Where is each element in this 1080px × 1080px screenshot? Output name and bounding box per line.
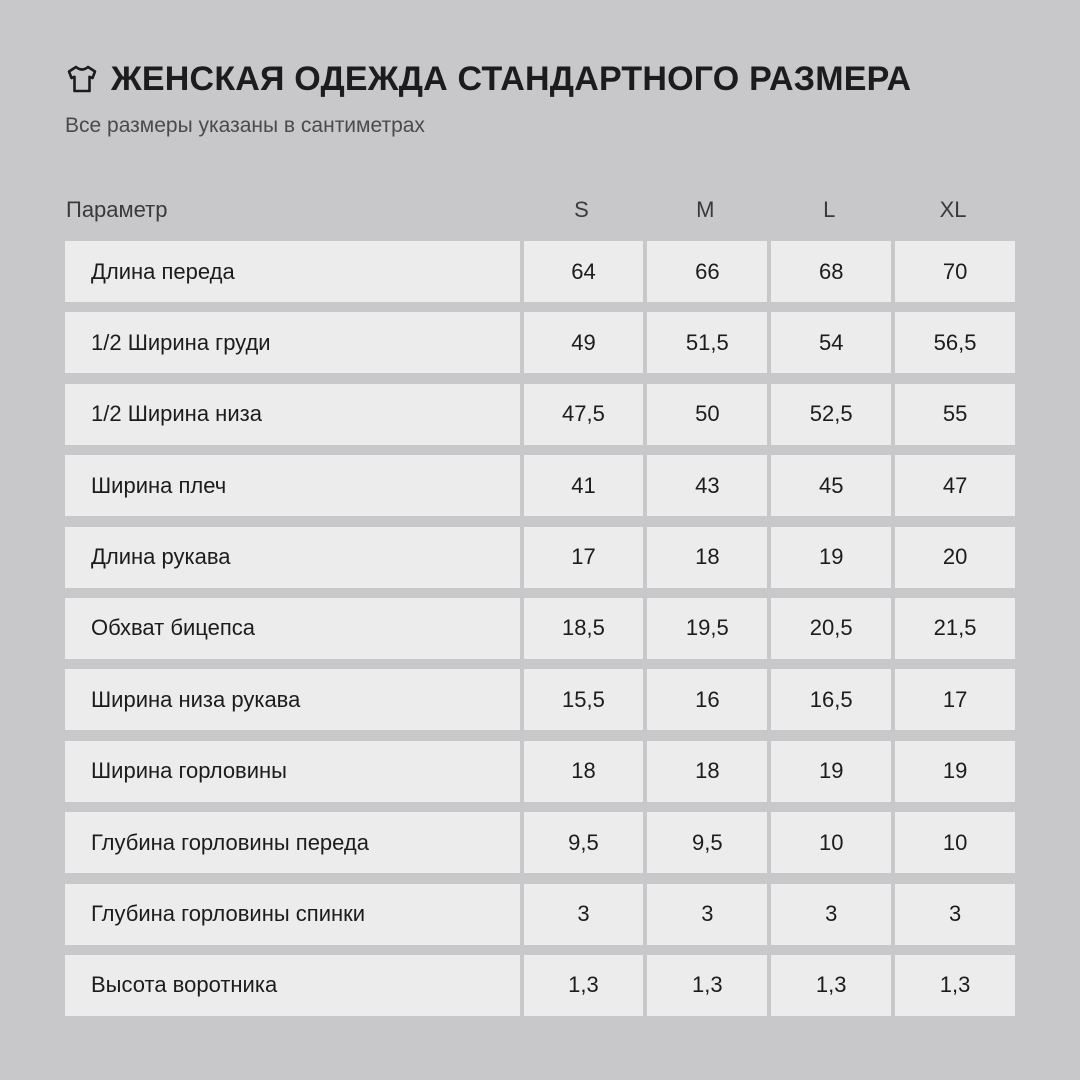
param-cell: Высота воротника <box>65 955 520 1016</box>
value-cell: 20 <box>895 527 1015 588</box>
size-column-header: L <box>823 197 836 222</box>
param-cell: Ширина горловины <box>65 741 520 802</box>
table-row <box>65 241 1015 302</box>
value-cell: 18 <box>647 741 767 802</box>
param-cell: 1/2 Ширина груди <box>65 312 520 373</box>
param-cell: Глубина горловины переда <box>65 812 520 873</box>
value-cell: 16 <box>647 669 767 730</box>
value-cell: 3 <box>771 884 891 945</box>
value-cell: 19 <box>771 741 891 802</box>
value-cell: 1,3 <box>771 955 891 1016</box>
value-cell: 47,5 <box>524 384 644 445</box>
size-column-header: XL <box>939 197 967 222</box>
value-cell: 10 <box>895 812 1015 873</box>
param-column-header: Параметр <box>66 197 168 222</box>
size-column-header: M <box>696 197 715 222</box>
table-row <box>65 598 1015 659</box>
param-cell: Обхват бицепса <box>65 598 520 659</box>
value-cell: 3 <box>524 884 644 945</box>
table-row <box>65 669 1015 730</box>
param-cell: Глубина горловины спинки <box>65 884 520 945</box>
value-cell: 51,5 <box>647 312 767 373</box>
param-cell: 1/2 Ширина низа <box>65 384 520 445</box>
value-cell: 64 <box>524 241 644 302</box>
param-cell: Ширина низа рукава <box>65 669 520 730</box>
value-cell: 55 <box>895 384 1015 445</box>
value-cell: 18,5 <box>524 598 644 659</box>
value-cell: 21,5 <box>895 598 1015 659</box>
size-table <box>65 188 1015 1026</box>
table-body <box>65 241 1015 1016</box>
page-subtitle: Все размеры указаны в сантиметрах <box>65 114 425 137</box>
value-cell: 20,5 <box>771 598 891 659</box>
table-row <box>65 384 1015 445</box>
param-cell: Ширина плеч <box>65 455 520 516</box>
value-cell: 1,3 <box>895 955 1015 1016</box>
value-cell: 3 <box>647 884 767 945</box>
value-cell: 45 <box>771 455 891 516</box>
value-cell: 9,5 <box>647 812 767 873</box>
table-row <box>65 884 1015 945</box>
value-cell: 19,5 <box>647 598 767 659</box>
table-row <box>65 741 1015 802</box>
value-cell: 17 <box>524 527 644 588</box>
header <box>65 54 1040 138</box>
value-cell: 17 <box>895 669 1015 730</box>
table-row <box>65 455 1015 516</box>
value-cell: 56,5 <box>895 312 1015 373</box>
value-cell: 43 <box>647 455 767 516</box>
table-row <box>65 812 1015 873</box>
value-cell: 15,5 <box>524 669 644 730</box>
value-cell: 10 <box>771 812 891 873</box>
value-cell: 18 <box>647 527 767 588</box>
title-row <box>65 54 1040 104</box>
table-row <box>65 527 1015 588</box>
param-cell: Длина рукава <box>65 527 520 588</box>
value-cell: 41 <box>524 455 644 516</box>
table-row <box>65 955 1015 1016</box>
table-header <box>65 188 1015 232</box>
value-cell: 50 <box>647 384 767 445</box>
value-cell: 18 <box>524 741 644 802</box>
value-cell: 1,3 <box>647 955 767 1016</box>
table-row <box>65 312 1015 373</box>
value-cell: 54 <box>771 312 891 373</box>
size-column-header: S <box>574 197 589 222</box>
param-cell: Длина переда <box>65 241 520 302</box>
value-cell: 19 <box>895 741 1015 802</box>
value-cell: 68 <box>771 241 891 302</box>
value-cell: 3 <box>895 884 1015 945</box>
page-title: ЖЕНСКАЯ ОДЕЖДА СТАНДАРТНОГО РАЗМЕРА <box>111 59 912 98</box>
tshirt-icon <box>65 62 99 96</box>
value-cell: 49 <box>524 312 644 373</box>
value-cell: 16,5 <box>771 669 891 730</box>
value-cell: 19 <box>771 527 891 588</box>
value-cell: 47 <box>895 455 1015 516</box>
value-cell: 9,5 <box>524 812 644 873</box>
value-cell: 70 <box>895 241 1015 302</box>
value-cell: 1,3 <box>524 955 644 1016</box>
value-cell: 66 <box>647 241 767 302</box>
value-cell: 52,5 <box>771 384 891 445</box>
